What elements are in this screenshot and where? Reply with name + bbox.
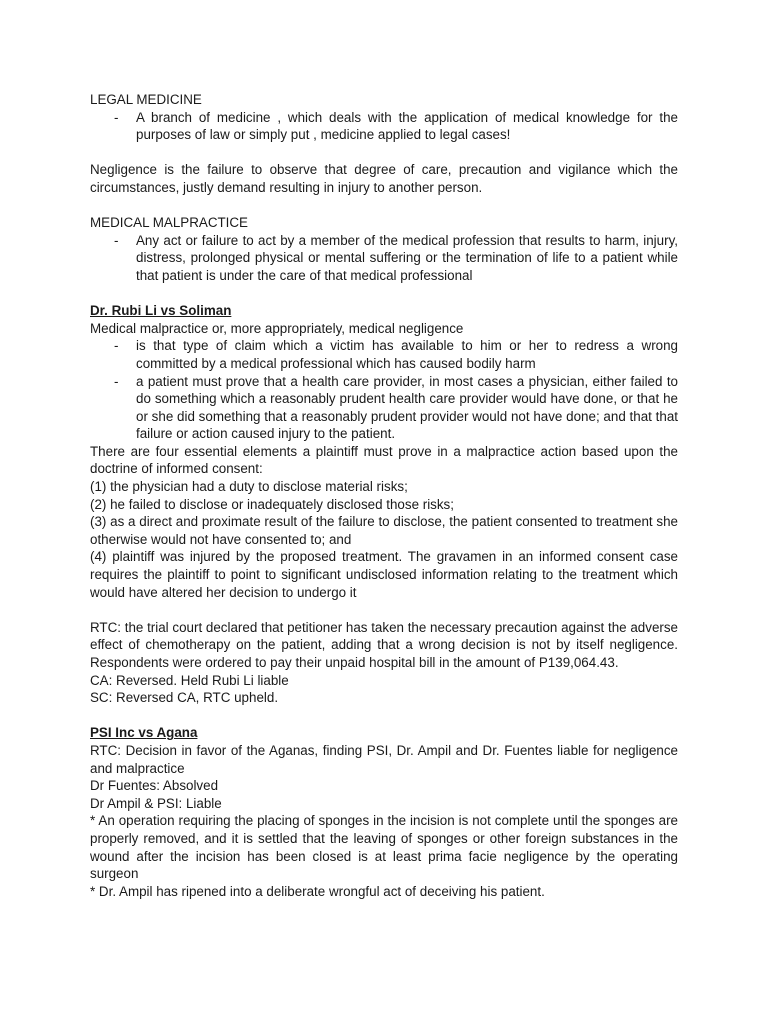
element-item: (1) the physician had a duty to disclose material risks; [90, 479, 408, 495]
element-item: (3) as a direct and proximate result of the failure to disclose, the patient consented to treatment she otherwise would not have consented to; and [90, 514, 678, 547]
case1-sc: SC: Reversed CA, RTC upheld. [90, 690, 279, 706]
bullet-dash: - [114, 109, 119, 125]
bullet-dash: - [114, 232, 119, 248]
case-title-rubi-li: Dr. Rubi Li vs Soliman [90, 303, 232, 319]
bullet-text: is that type of claim which a victim has available to him or her to redress a wrong committed by a medical professional which has caused bodily harm [136, 338, 678, 371]
bullet-item [90, 337, 678, 372]
case-title-psi: PSI Inc vs Agana [90, 725, 198, 741]
case2-ampil: Dr Ampil & PSI: Liable [90, 795, 222, 811]
case1-ca: CA: Reversed. Held Rubi Li liable [90, 672, 289, 688]
case2-note: * An operation requiring the placing of sponges in the incision is not complete until the sponges are properly removed, and it is settled that the leaving of sponges or other foreign substances in the wound after the incision has been closed is at least prima facie negligence by the operating surgeon [90, 813, 678, 882]
bullet-dash: - [114, 373, 119, 389]
case2-fuentes: Dr Fuentes: Absolved [90, 778, 219, 794]
case1-rtc: RTC: the trial court declared that petitioner has taken the necessary precaution against the adverse effect of chemotherapy on the patient, adding that a wrong decision is not by itself negligence. Respondents were ordered to pay their unpaid hospital bill in the amount of P139,064.43. [90, 619, 678, 670]
element-item: (4) plaintiff was injured by the proposed treatment. The gravamen in an informed consent case requires the plaintiff to point to significant undisclosed information relating to the treatment which would have altered her decision to undergo it [90, 549, 678, 600]
document-body [90, 91, 678, 900]
bullet-item [90, 373, 678, 443]
bullet-text: Any act or failure to act by a member of the medical profession that results to harm, injury, distress, prolonged physical or mental suffering or the termination of life to a patient while that patient is under the care of that medical professional [136, 232, 678, 283]
negligence-definition: Negligence is the failure to observe that degree of care, precaution and vigilance which the circumstances, justly demand resulting in injury to another person. [90, 162, 678, 195]
bullet-item [90, 109, 678, 144]
bullet-dash: - [114, 338, 119, 354]
elements-intro: There are four essential elements a plaintiff must prove in a malpractice action based upon the doctrine of informed consent: [90, 443, 678, 477]
element-item: (2) he failed to disclose or inadequately disclosed those risks; [90, 496, 454, 512]
malpractice-heading: MEDICAL MALPRACTICE [90, 215, 248, 231]
case2-note: * Dr. Ampil has ripened into a deliberate wrongful act of deceiving his patient. [90, 883, 545, 899]
legal-medicine-heading: LEGAL MEDICINE [90, 92, 202, 107]
case1-intro: Medical malpractice or, more appropriately, medical negligence [90, 320, 464, 336]
case2-rtc: RTC: Decision in favor of the Aganas, finding PSI, Dr. Ampil and Dr. Fuentes liable for negligence and malpractice [90, 742, 678, 776]
bullet-item [90, 232, 678, 285]
bullet-text: a patient must prove that a health care provider, in most cases a physician, either failed to do something which a reasonably prudent health care provider would have done, or that he or she did something that a reasonably prudent provider would not have done; and that that failure or action caused injury to the patient. [136, 373, 678, 442]
bullet-text: A branch of medicine , which deals with the application of medical knowledge for the purposes of law or simply put , medicine applied to legal cases! [136, 109, 678, 143]
